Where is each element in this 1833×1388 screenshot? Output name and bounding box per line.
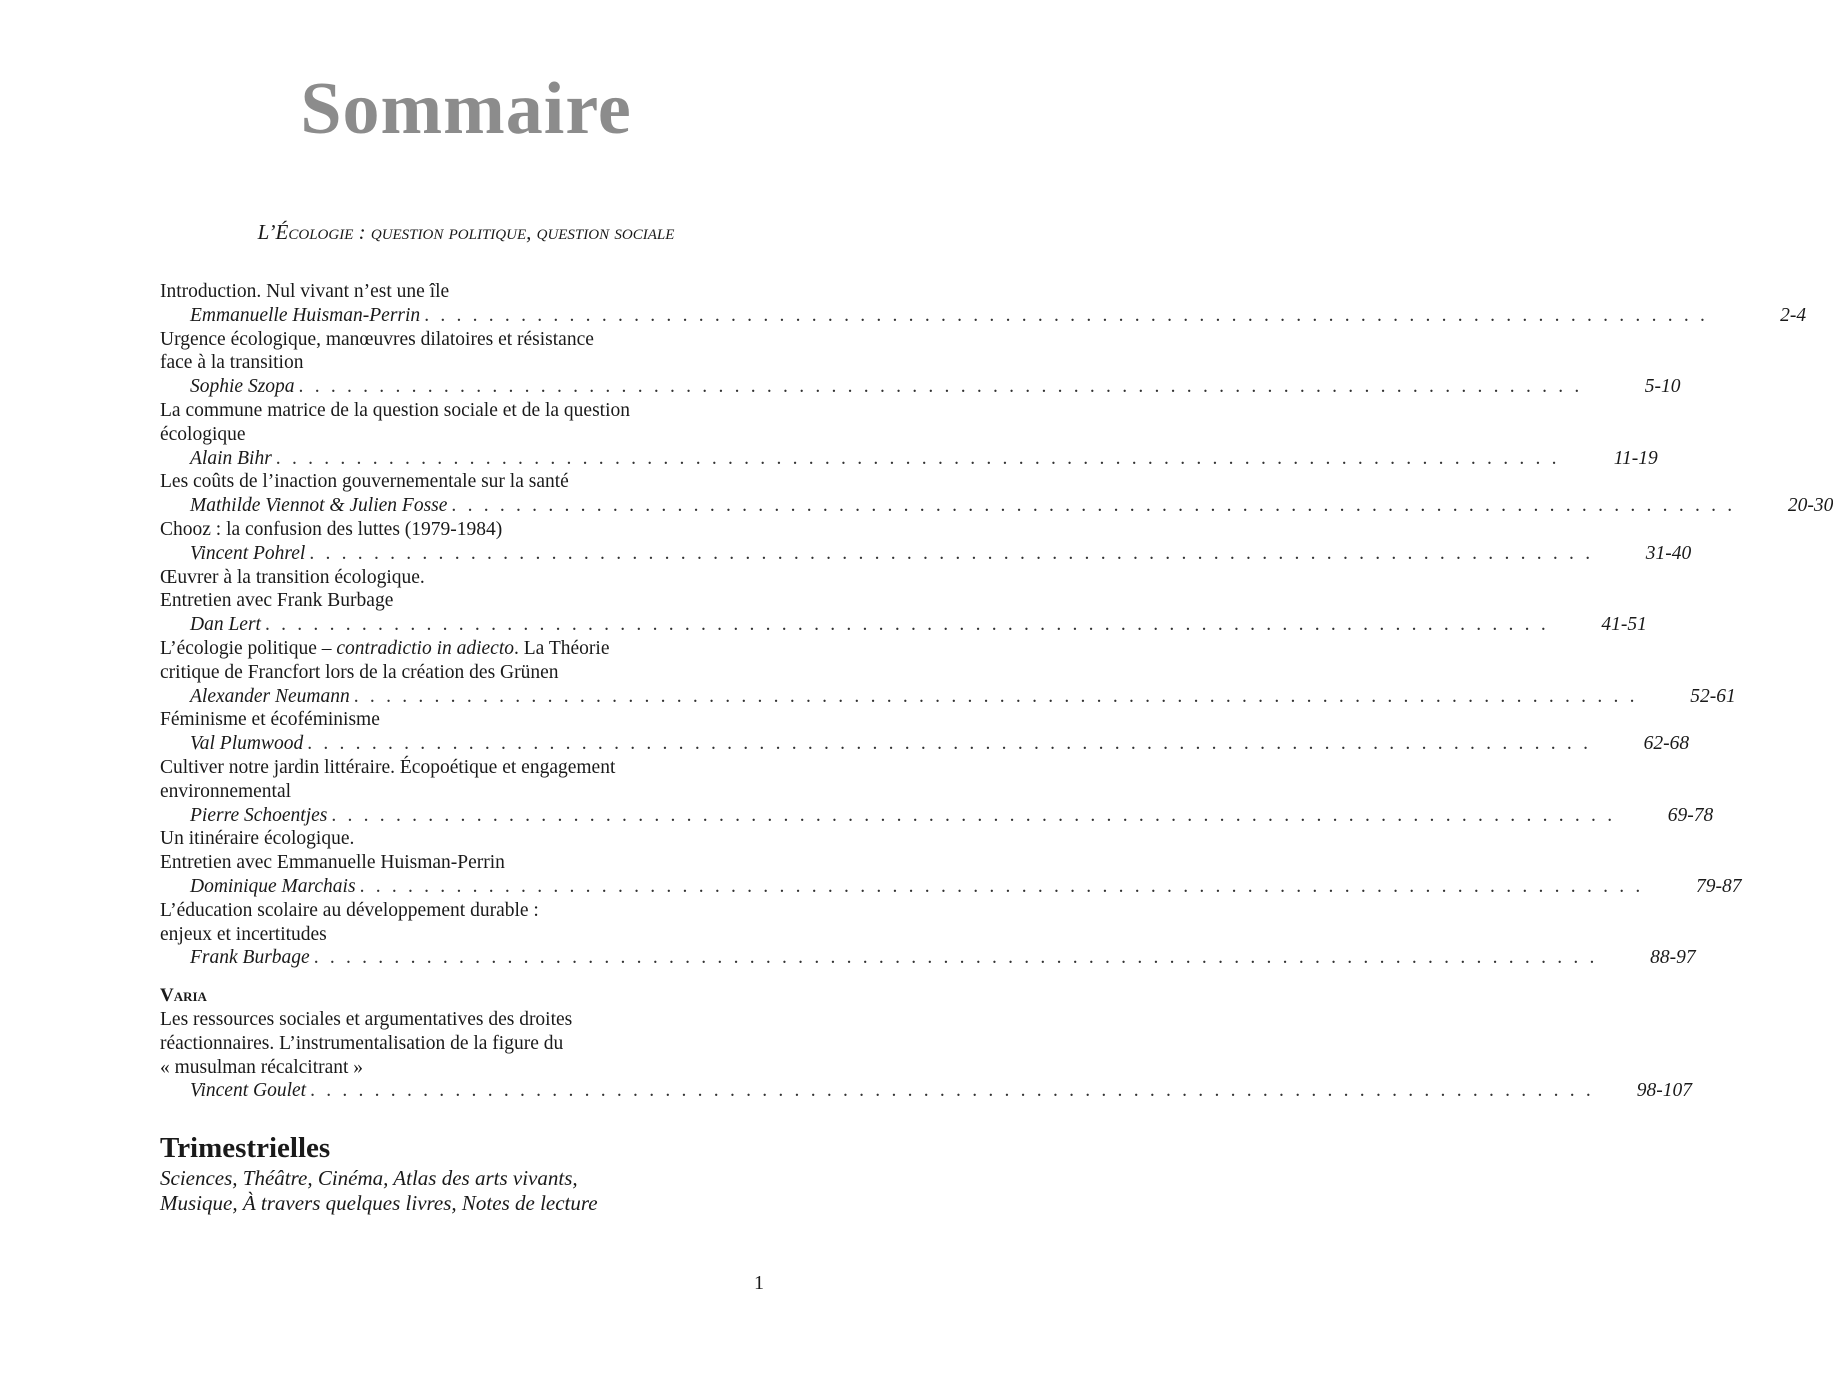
toc-entry (160, 328, 1681, 399)
entry-pages: 5-10 (1644, 376, 1681, 398)
dot-leader: . . . . . . . . . . . . . . . . . . . . . . . . . . . . . . . . . . . . . . . . . . . . . . . . . . . . . . . . . . . . . . . . . . . . . . . . . . . . . . . . (353, 685, 1638, 707)
entry-author: Sophie Szopa (190, 376, 295, 398)
page-number: 1 (754, 1272, 764, 1294)
entry-title-line: Œuvrer à la transition écologique. (160, 566, 425, 588)
issue-theme-initial: L’É (257, 220, 289, 244)
dot-leader: . . . . . . . . . . . . . . . . . . . . . . . . . . . . . . . . . . . . . . . . . . . . . . . . . . . . . . . . . . . . . . . . . . . . . . . . . . . . . . . . (331, 804, 1616, 826)
issue-theme (0, 220, 932, 245)
entry-title-line: environnemental (160, 780, 292, 802)
entry-pages: 31-40 (1645, 542, 1692, 564)
entry-title-line: Introduction. Nul vivant n’est une île (160, 281, 450, 302)
entry-title-line: Cultiver notre jardin littéraire. Écopoétique et engagement (160, 756, 616, 778)
varia-entries (160, 1008, 1692, 1103)
trimestrielles-section (160, 1130, 800, 1216)
entry-pages: 52-61 (1690, 685, 1736, 707)
entry-title-line: Chooz : la confusion des luttes (1979-1984) (160, 518, 503, 540)
toc-entry (160, 637, 1736, 708)
entry-pages: 20-30 (1787, 495, 1833, 517)
entry-title-line: Entretien avec Frank Burbage (160, 590, 394, 612)
entry-author: Alain Bihr (190, 447, 272, 469)
varia-heading: Varia (160, 985, 207, 1007)
dot-leader: . . . . . . . . . . . . . . . . . . . . . . . . . . . . . . . . . . . . . . . . . . . . . . . . . . . . . . . . . . . . . . . . . . . . . . . . . . . . . . . . (275, 447, 1560, 469)
dot-leader: . . . . . . . . . . . . . . . . . . . . . . . . . . . . . . . . . . . . . . . . . . . . . . . . . . . . . . . . . . . . . . . . . . . . . . . . . . . . . . . . (313, 947, 1598, 969)
entry-author-line (160, 304, 1807, 328)
entry-title-line: réactionnaires. L’instrumentalisation de la figure du (160, 1032, 564, 1054)
entry-pages: 11-19 (1613, 447, 1658, 469)
trimestrielles-heading: Trimestrielles (160, 1132, 331, 1164)
entry-title-line: Féminisme et écoféminisme (160, 709, 380, 731)
entry-pages: 41-51 (1601, 614, 1647, 636)
toc-entry (160, 708, 1690, 756)
entry-title-line: enjeux et incertitudes (160, 923, 327, 945)
toc-entry (160, 566, 1647, 637)
entry-pages: 79-87 (1696, 875, 1742, 897)
entry-title-line: L’éducation scolaire au développement durable : (160, 899, 539, 921)
entry-title-line: « musulman récalcitrant » (160, 1056, 364, 1078)
entry-author: Val Plumwood (190, 733, 304, 755)
entry-author-line (160, 946, 1696, 970)
entry-author: Emmanuelle Huisman-Perrin (190, 304, 421, 326)
entry-title-line: face à la transition (160, 352, 304, 374)
trimestrielles-line: Sciences, Théâtre, Cinéma, Atlas des arts vivants, (160, 1166, 578, 1190)
latin-phrase: contradictio in adiecto (336, 637, 515, 659)
entry-pages: 69-78 (1667, 804, 1714, 826)
trimestrielles-description (160, 1166, 800, 1216)
entry-author-line (160, 447, 1658, 471)
entry-author-line (160, 685, 1736, 709)
issue-theme-rest: cologie : question politique, question sociale (288, 220, 675, 244)
dot-leader: . . . . . . . . . . . . . . . . . . . . . . . . . . . . . . . . . . . . . . . . . . . . . . . . . . . . . . . . . . . . . . . . . . . . . . . . . . . . . . . . (307, 733, 1592, 755)
entry-author-line (160, 875, 1742, 899)
entry-author-line (160, 804, 1714, 828)
trimestrielles-line: Musique, À travers quelques livres, Notes de lecture (160, 1191, 598, 1215)
entry-author: Frank Burbage (190, 947, 310, 969)
entry-title-line: Un itinéraire écologique. (160, 828, 355, 850)
main-entries (160, 280, 1833, 970)
toc-entry (160, 280, 1807, 328)
entry-pages: 2-4 (1780, 304, 1807, 326)
entry-title-line: L’écologie politique – contradictio in adiecto. La Théorie (160, 637, 610, 659)
entry-title-line: Entretien avec Emmanuelle Huisman-Perrin (160, 852, 505, 874)
entry-author: Alexander Neumann (190, 685, 350, 707)
entry-title-line: écologique (160, 423, 246, 445)
toc-entry (160, 827, 1742, 898)
table-of-contents (160, 280, 1833, 1103)
entry-author: Dominique Marchais (190, 875, 356, 897)
entry-author-line (160, 613, 1647, 637)
dot-leader: . . . . . . . . . . . . . . . . . . . . . . . . . . . . . . . . . . . . . . . . . . . . . . . . . . . . . . . . . . . . . . . . . . . . . . . . . . . . . . . . (424, 304, 1709, 326)
toc-entry (160, 1008, 1692, 1103)
entry-pages: 98-107 (1636, 1080, 1692, 1102)
entry-author: Vincent Goulet (190, 1080, 307, 1102)
toc-entry (160, 399, 1658, 470)
dot-leader: . . . . . . . . . . . . . . . . . . . . . . . . . . . . . . . . . . . . . . . . . . . . . . . . . . . . . . . . . . . . . . . . . . . . . . . . . . . . . . . . (451, 495, 1736, 517)
entry-title-line: Les ressources sociales et argumentatives des droites (160, 1008, 573, 1030)
entry-author-line (160, 375, 1681, 399)
entry-title-line: La commune matrice de la question sociale et de la question (160, 399, 630, 421)
dot-leader: . . . . . . . . . . . . . . . . . . . . . . . . . . . . . . . . . . . . . . . . . . . . . . . . . . . . . . . . . . . . . . . . . . . . . . . . . . . . . . . . (298, 376, 1583, 398)
entry-title-line: Urgence écologique, manœuvres dilatoires et résistance (160, 328, 594, 350)
toc-entry (160, 518, 1692, 566)
entry-author: Vincent Pohrel (190, 542, 306, 564)
dot-leader: . . . . . . . . . . . . . . . . . . . . . . . . . . . . . . . . . . . . . . . . . . . . . . . . . . . . . . . . . . . . . . . . . . . . . . . . . . . . . . . . (359, 875, 1644, 897)
toc-entry (160, 899, 1696, 970)
entry-author-line (160, 732, 1690, 756)
entry-author-line (160, 1079, 1692, 1103)
entry-title-line: Les coûts de l’inaction gouvernementale sur la santé (160, 471, 569, 493)
entry-author: Pierre Schoentjes (190, 804, 328, 826)
page-title: Sommaire (300, 68, 632, 150)
toc-entry (160, 756, 1714, 827)
toc-entry (160, 470, 1833, 518)
entry-author: Mathilde Viennot & Julien Fosse (190, 495, 448, 517)
dot-leader: . . . . . . . . . . . . . . . . . . . . . . . . . . . . . . . . . . . . . . . . . . . . . . . . . . . . . . . . . . . . . . . . . . . . . . . . . . . . . . . . (264, 614, 1549, 636)
dot-leader: . . . . . . . . . . . . . . . . . . . . . . . . . . . . . . . . . . . . . . . . . . . . . . . . . . . . . . . . . . . . . . . . . . . . . . . . . . . . . . . . (309, 542, 1594, 564)
entry-author: Dan Lert (190, 614, 261, 636)
entry-author-line (160, 542, 1692, 566)
entry-title-line: critique de Francfort lors de la création des Grünen (160, 661, 559, 683)
entry-pages: 62-68 (1643, 733, 1690, 755)
dot-leader: . . . . . . . . . . . . . . . . . . . . . . . . . . . . . . . . . . . . . . . . . . . . . . . . . . . . . . . . . . . . . . . . . . . . . . . . . . . . . . . . (310, 1080, 1594, 1102)
entry-pages: 88-97 (1650, 947, 1696, 969)
entry-author-line (160, 494, 1833, 518)
